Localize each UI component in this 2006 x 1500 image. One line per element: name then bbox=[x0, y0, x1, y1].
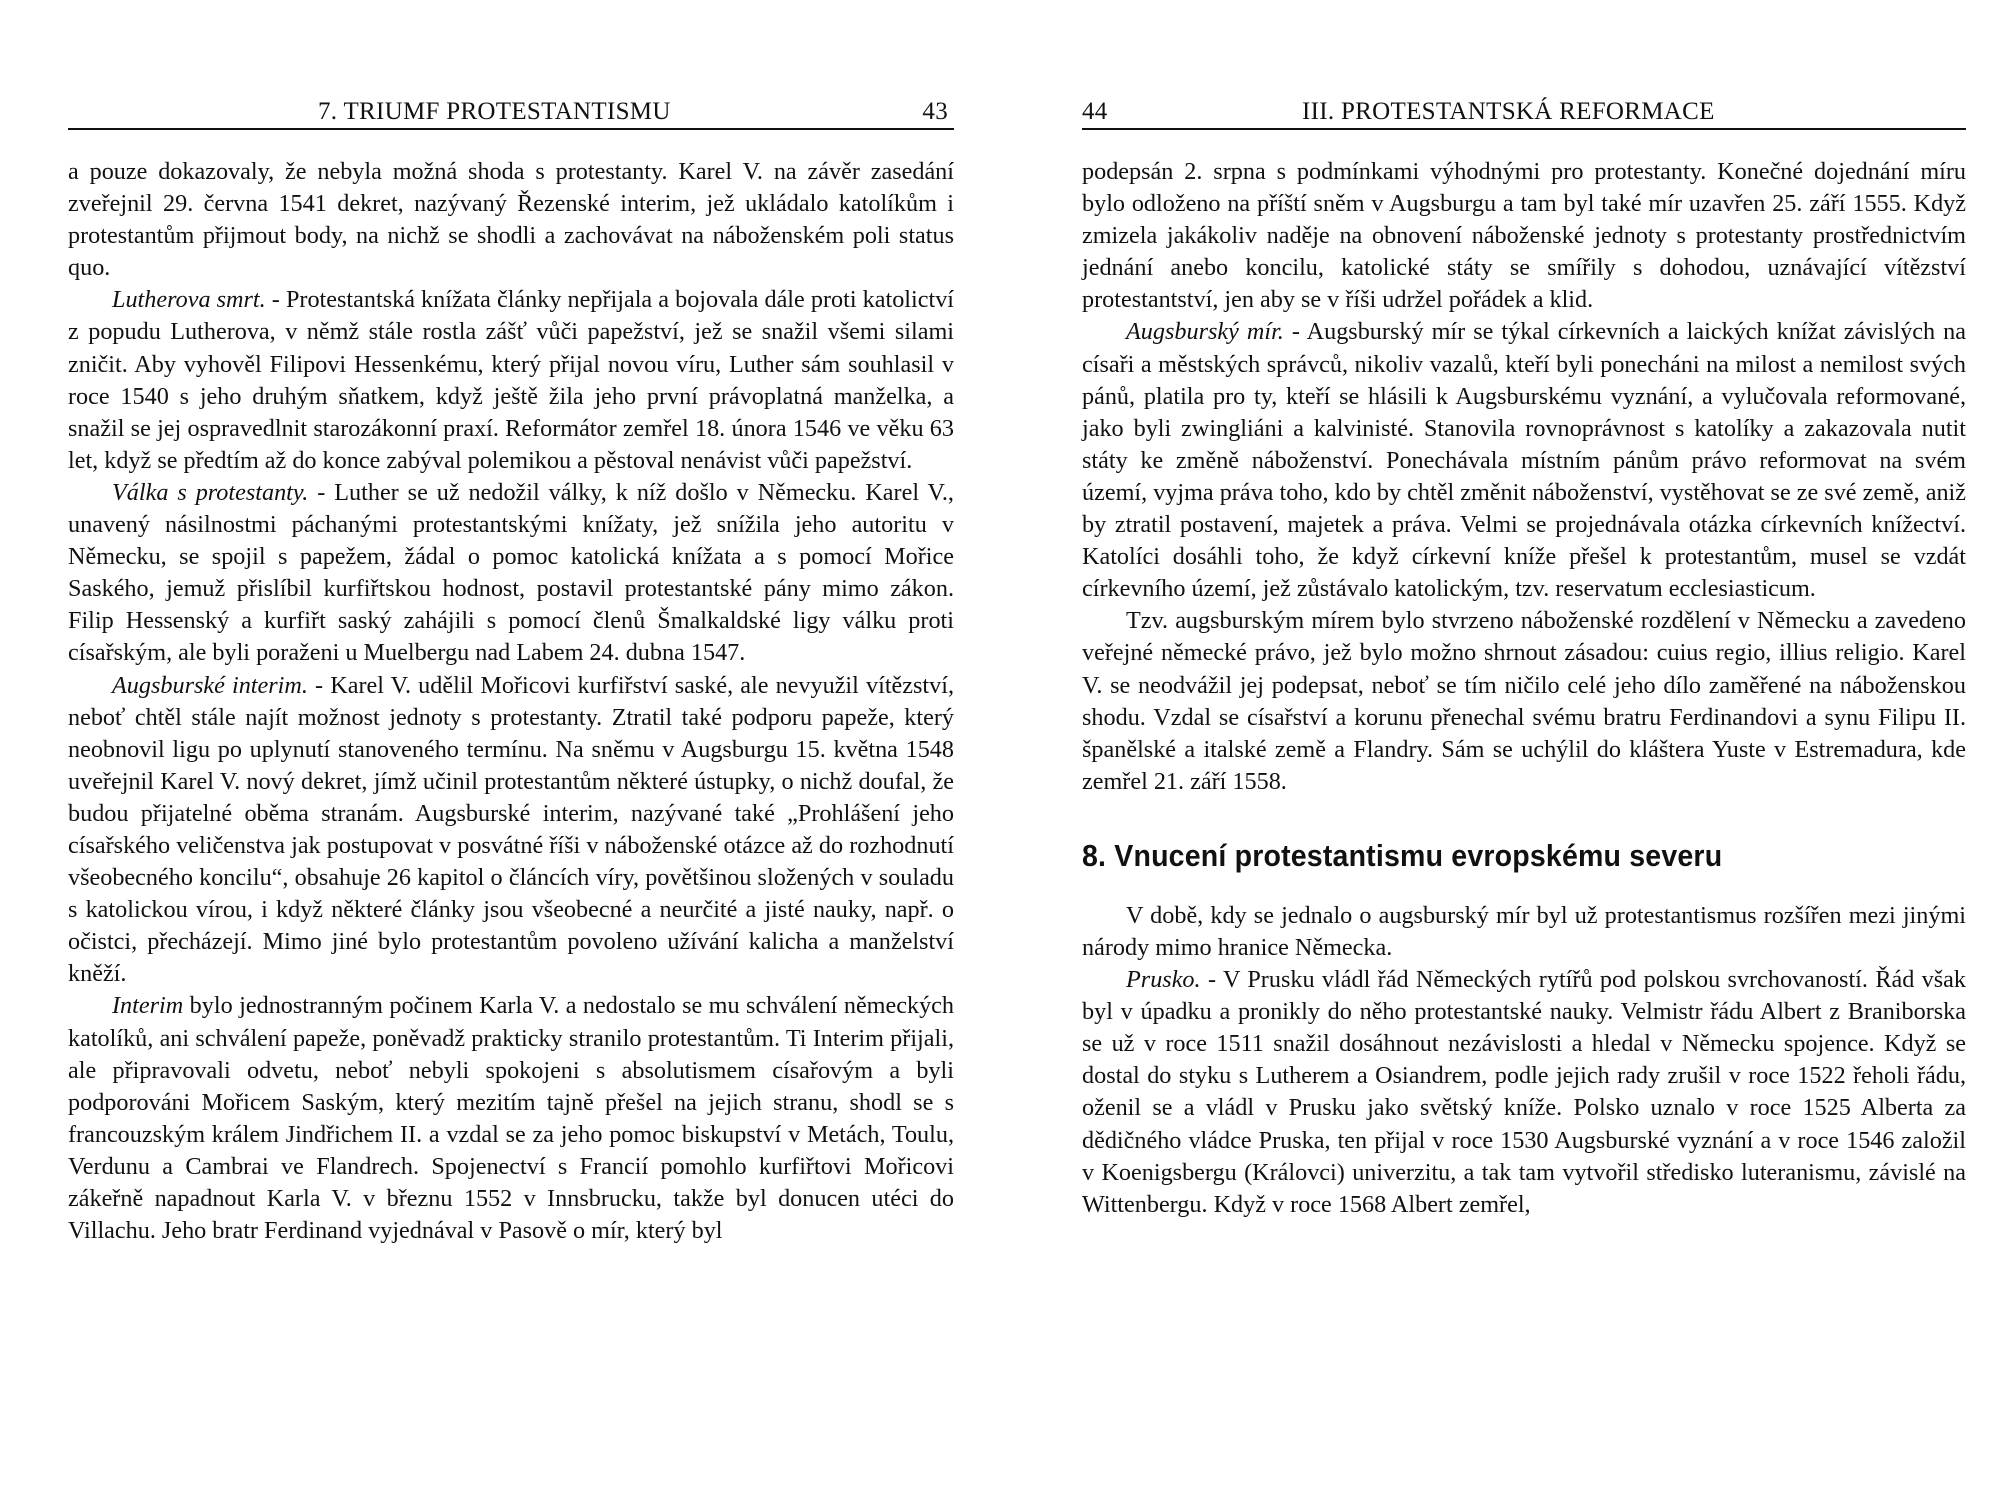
paragraph: podepsán 2. srpna s podmínkami výhodnými pro protestanty. Konečné dojednání míru bylo odloženo na příští sněm v Augsburgu a tam byl také mír uzavřen 25. září 1555. Když zmizela jakákoliv naděje na obnovení náboženské jednoty s protestanty prostřednictvím jednání anebo koncilu, katolické státy se smířily s dohodou, uznávající vítězství protestantství, jen aby se v říši udržel pořádek a klid. bbox=[1082, 158, 1966, 314]
running-title: III. PROTESTANTSKÁ REFORMACE bbox=[1302, 98, 1715, 125]
run-in-heading: Interim bbox=[112, 992, 184, 1020]
paragraph: Interim bylo jednostranným počinem Karla V. a nedostalo se mu schválení německých katolíků, ani schválení papeže, poněvadž prakticky stranilo protestantům. Ti Interim přijali, ale připravovali odvetu, neboť nebyli spokojeni s absolutismem císařovým a byli podporováni Mořicem Saským, který mezitím tajně přešel na jejich stranu, shodl se s francouzským králem Jindřichem II. a vzdal se za jeho pomoc biskupství v Metách, Toulu, Verdunu a Cambrai ve Flandrech. Spojenectví s Francií pomohlo kurfiřtovi Mořicovi zákeřně napadnout Karla V. v březnu 1552 v Innsbrucku, takže byl donucen utéci do Villachu. Jeho bratr Ferdinand vyjednával v Pasově o mír, který byl bbox=[68, 992, 954, 1245]
paragraph: Prusko. - V Prusku vládl řád Německých rytířů pod polskou svrchovaností. Řád však byl v úpadku a pronikly do něho protestantské nauky. Velmistr řádu Albert z Braniborska se už v roce 1511 snažil dosáhnout nezávislosti a hledal v Německu spojence. Když se dostal do styku s Lutherem a Osiandrem, podle jejich rady zrušil v roce 1522 řeholi řádu, oženil se a vládl v Prusku jako světský kníže. Polsko uznalo v roce 1525 Alberta za dědičného vládce Pruska, ten přijal v roce 1530 Augsburské vyznání a v roce 1546 založil v Koenigsbergu (Královci) univerzitu, a tak tam vytvořil středisko luteranismu, závislé na Wittenbergu. Když v roce 1568 Albert zemřel, bbox=[1082, 966, 1966, 1218]
run-in-heading: Augsburské interim. bbox=[112, 671, 308, 699]
paragraph: Augsburské interim. - Karel V. udělil Mořicovi kurfiřství saské, ale nevyužil vítězství, neboť chtěl stále najít možnost jednoty s protestanty. Ztratil také podporu papeže, který neobnovil ligu po uplynutí stanoveného termínu. Na sněmu v Augsburgu 15. května 1548 uveřejnil Karel V. nový dekret, jímž učinil protestantům některé ústupky, o nichž doufal, že budou přijatelné oběma stranám. Augsburské interim, nazývané také „Prohlášení jeho císařského veličenstva jak postupovat v posvátné říši v náboženské otázce až do rozhodnutí všeobecného koncilu“, obsahuje 26 kapitol o článcích víry, povětšinou složených v souladu s katolickou vírou, i když některé články jsou všeobecné a neurčité a jisté nauky, např. o očistci, přecházejí. Mimo jiné bylo protestantům povoleno užívání kalicha a manželství kněží. bbox=[68, 671, 955, 988]
paragraph: V době, kdy se jednalo o augsburský mír byl už protestantismus rozšířen mezi jinými národy mimo hranice Německa. bbox=[1082, 901, 1966, 961]
right-page-body bbox=[1082, 156, 1966, 1221]
page-number: 44 bbox=[1082, 98, 1108, 125]
run-in-heading: Augsburský mír. bbox=[1126, 318, 1284, 346]
paragraph: a pouze dokazovaly, že nebyla možná shoda s protestanty. Karel V. na závěr zasedání zveřejnil 29. června 1541 dekret, nazývaný Řezenské interim, jež ukládalo katolíkům i protestantům přijmout body, na nichž se shodli a zachovávat na náboženském poli status quo. bbox=[68, 158, 954, 282]
left-page bbox=[68, 0, 954, 1500]
section-heading: 8. Vnucení protestantismu evropskému severu bbox=[1082, 837, 1723, 873]
run-in-heading: Válka s protestanty. bbox=[112, 478, 309, 506]
right-page-header bbox=[1082, 98, 1966, 130]
left-page-header bbox=[68, 98, 954, 130]
page-number: 43 bbox=[922, 98, 948, 125]
running-title: 7. TRIUMF PROTESTANTISMU bbox=[318, 98, 671, 125]
paragraph: Válka s protestanty. - Luther se už nedožil války, k níž došlo v Německu. Karel V., unavený násilnostmi páchanými protestantskými knížaty, jež snížila jeho autoritu v Německu, se spojil s papežem, žádal o pomoc katolická knížata a s pomocí Mořice Saského, jemuž přislíbil kurfiřtskou hodnost, postavil protestantské pány mimo zákon. Filip Hessenský a kurfiřt saský zahájili s pomocí členů Šmalkaldské ligy válku proti císařským, ale byli poraženi u Muelbergu nad Labem 24. dubna 1547. bbox=[68, 478, 954, 667]
paragraph: Tzv. augsburským mírem bylo stvrzeno náboženské rozdělení v Německu a zavedeno veřejné německé právo, jež bylo možno shrnout zásadou: cuius regio, illius religio. Karel V. se neodvážil jej podepsat, neboť se tím ničilo celé jeho dílo zaměřené na náboženskou shodu. Vzdal se císařství a korunu přenechal svému bratru Ferdinandovi a synu Filipu II. španělské a italské země a Flandry. Sám se uchýlil do kláštera Yuste v Estremadura, kde zemřel 21. září 1558. bbox=[1082, 607, 1966, 795]
paragraph: Lutherova smrt. - Protestantská knížata články nepřijala a bojovala dále proti katolictví z popudu Lutherova, v němž stále rostla zášť vůči papežství, jež se snažil všemi silami zničit. Aby vyhověl Filipovi Hessenkému, který přijal novou víru, Luther sám souhlasil v roce 1540 s jeho druhým sňatkem, když ještě žila jeho první právoplatná manželka, a snažil se jej ospravedlnit starozákonní praxí. Reformátor zemřel 18. února 1546 ve věku 63 let, když se předtím až do konce zabýval polemikou a pěstoval nenávist vůči papežství. bbox=[68, 286, 955, 474]
left-page-body bbox=[68, 156, 954, 1247]
paragraph: Augsburský mír. - Augsburský mír se týkal církevních a laických knížat závislých na císaři a městských správců, nikoliv vazalů, kteří byli ponecháni na milost a nemilost svých pánů, platila pro ty, kteří se hlásili k Augsburskému vyznání, a vylučovala reformované, jako byli zwingliáni a kalvinisté. Stanovila rovnoprávnost s katolíky a zakazovala nutit státy ke změně náboženství. Ponechávala místním pánům právo reformovat na svém území, vyjma práva toho, kdo by chtěl změnit náboženství, vystěhovat se ze své země, aniž by ztratil postavení, majetek a práva. Velmi se projednávala otázka církevních knížectví. Katolíci dosáhli toho, že když církevní kníže přešel k protestantům, musel se vzdát církevního území, jež zůstávalo katolickým, tzv. reservatum ecclesiasticum. bbox=[1082, 318, 1966, 603]
right-page bbox=[1082, 0, 1966, 1500]
run-in-heading: Prusko. bbox=[1126, 966, 1201, 994]
run-in-heading: Lutherova smrt. bbox=[112, 286, 266, 314]
